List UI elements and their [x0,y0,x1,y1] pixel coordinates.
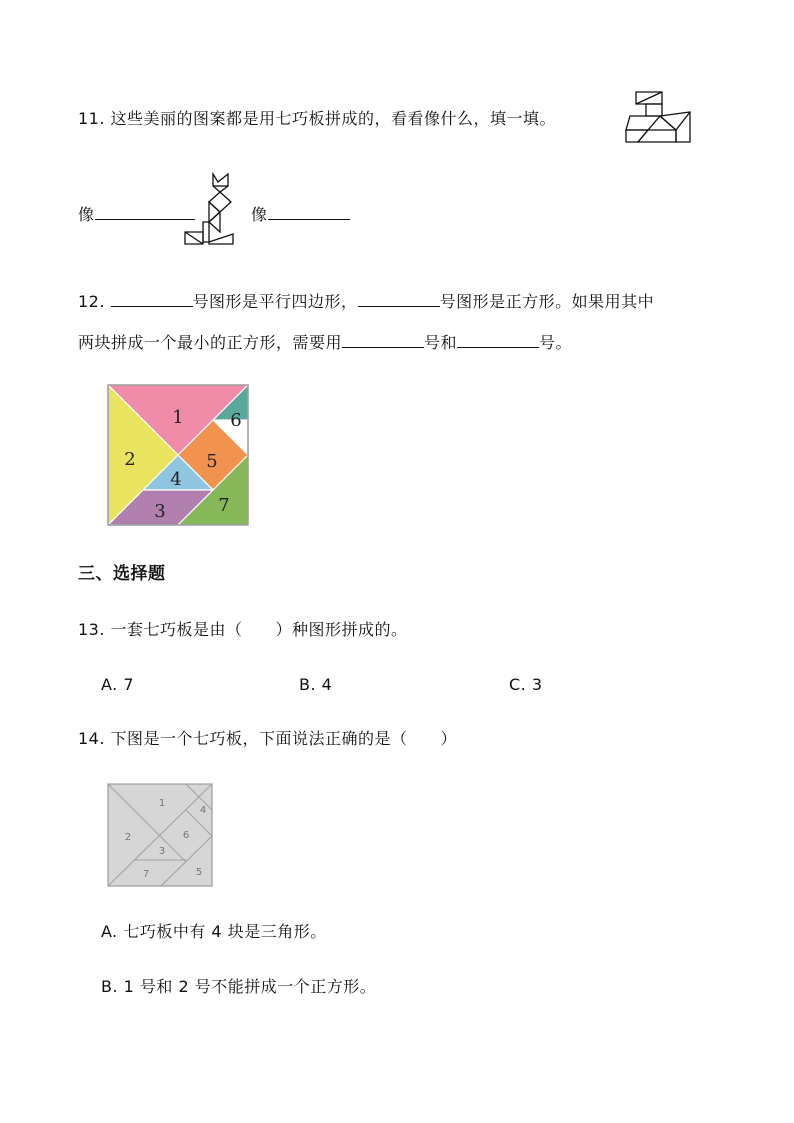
swan-tangram-figure [624,90,692,146]
section-title: 三、选择题 [78,564,166,584]
piece-label-2: 2 [124,449,136,470]
q13-option-c[interactable]: C. 3 [509,675,543,694]
q11-label-1: 像 [78,205,95,224]
q13-number: 13. [78,620,105,639]
q13-option-b[interactable]: B. 4 [299,675,333,694]
gray-tangram-figure [106,782,214,888]
q11-label-2: 像 [251,205,268,224]
q11-blank-2[interactable] [268,202,350,220]
piece-label-6: 6 [230,410,242,431]
q12-text-e: 号。 [539,333,573,352]
q12-blank-4[interactable] [457,330,539,348]
colored-tangram-figure [100,381,252,533]
piece-label-5: 5 [206,451,218,472]
gray-piece-label-1: 1 [158,798,166,809]
q14-option-b[interactable]: B. 1 号和 2 号不能拼成一个正方形。 [101,977,377,996]
q11-text: 这些美丽的图案都是用七巧板拼成的，看看像什么，填一填。 [110,109,557,128]
gray-piece-label-7: 7 [142,869,150,880]
q12-text-c: 两块拼成一个最小的正方形，需要用 [78,333,343,352]
q11-number: 11. [78,109,105,128]
q14-number: 14. [78,729,105,748]
q12-number: 12. [78,292,105,311]
piece-label-3: 3 [154,501,166,522]
q11-answer-2 [251,202,350,225]
gray-piece-label-5: 5 [195,867,203,878]
gray-piece-label-4: 4 [199,805,207,816]
q12-blank-1[interactable] [111,289,193,307]
q12-text-b: 号图形是正方形。如果用其中 [439,292,655,311]
q14-text: 下图是一个七巧板，下面说法正确的是（ ） [110,729,458,748]
q13-prompt [78,620,408,640]
piece-label-4: 4 [170,469,182,490]
q12-blank-2[interactable] [358,289,440,307]
piece-label-1: 1 [172,407,184,428]
piece-label-7: 7 [218,495,230,516]
q11-blank-1[interactable] [95,202,195,220]
q11-answer-1 [78,202,195,225]
q12-line-1 [78,289,654,312]
q11-prompt [78,109,556,129]
gray-piece-label-6: 6 [182,830,190,841]
gray-piece-label-3: 3 [158,846,166,857]
gray-piece-label-2: 2 [124,832,132,843]
q12-text-d: 号和 [424,333,458,352]
q12-blank-3[interactable] [342,330,424,348]
q12-line-2 [78,330,572,353]
q12-text-a: 号图形是平行四边形， [192,292,358,311]
fox-tangram-figure [183,170,239,248]
q13-option-a[interactable]: A. 7 [101,675,135,694]
q13-text: 一套七巧板是由（ ）种图形拼成的。 [110,620,408,639]
q14-prompt [78,729,457,749]
q14-option-a[interactable]: A. 七巧板中有 4 块是三角形。 [101,922,327,941]
